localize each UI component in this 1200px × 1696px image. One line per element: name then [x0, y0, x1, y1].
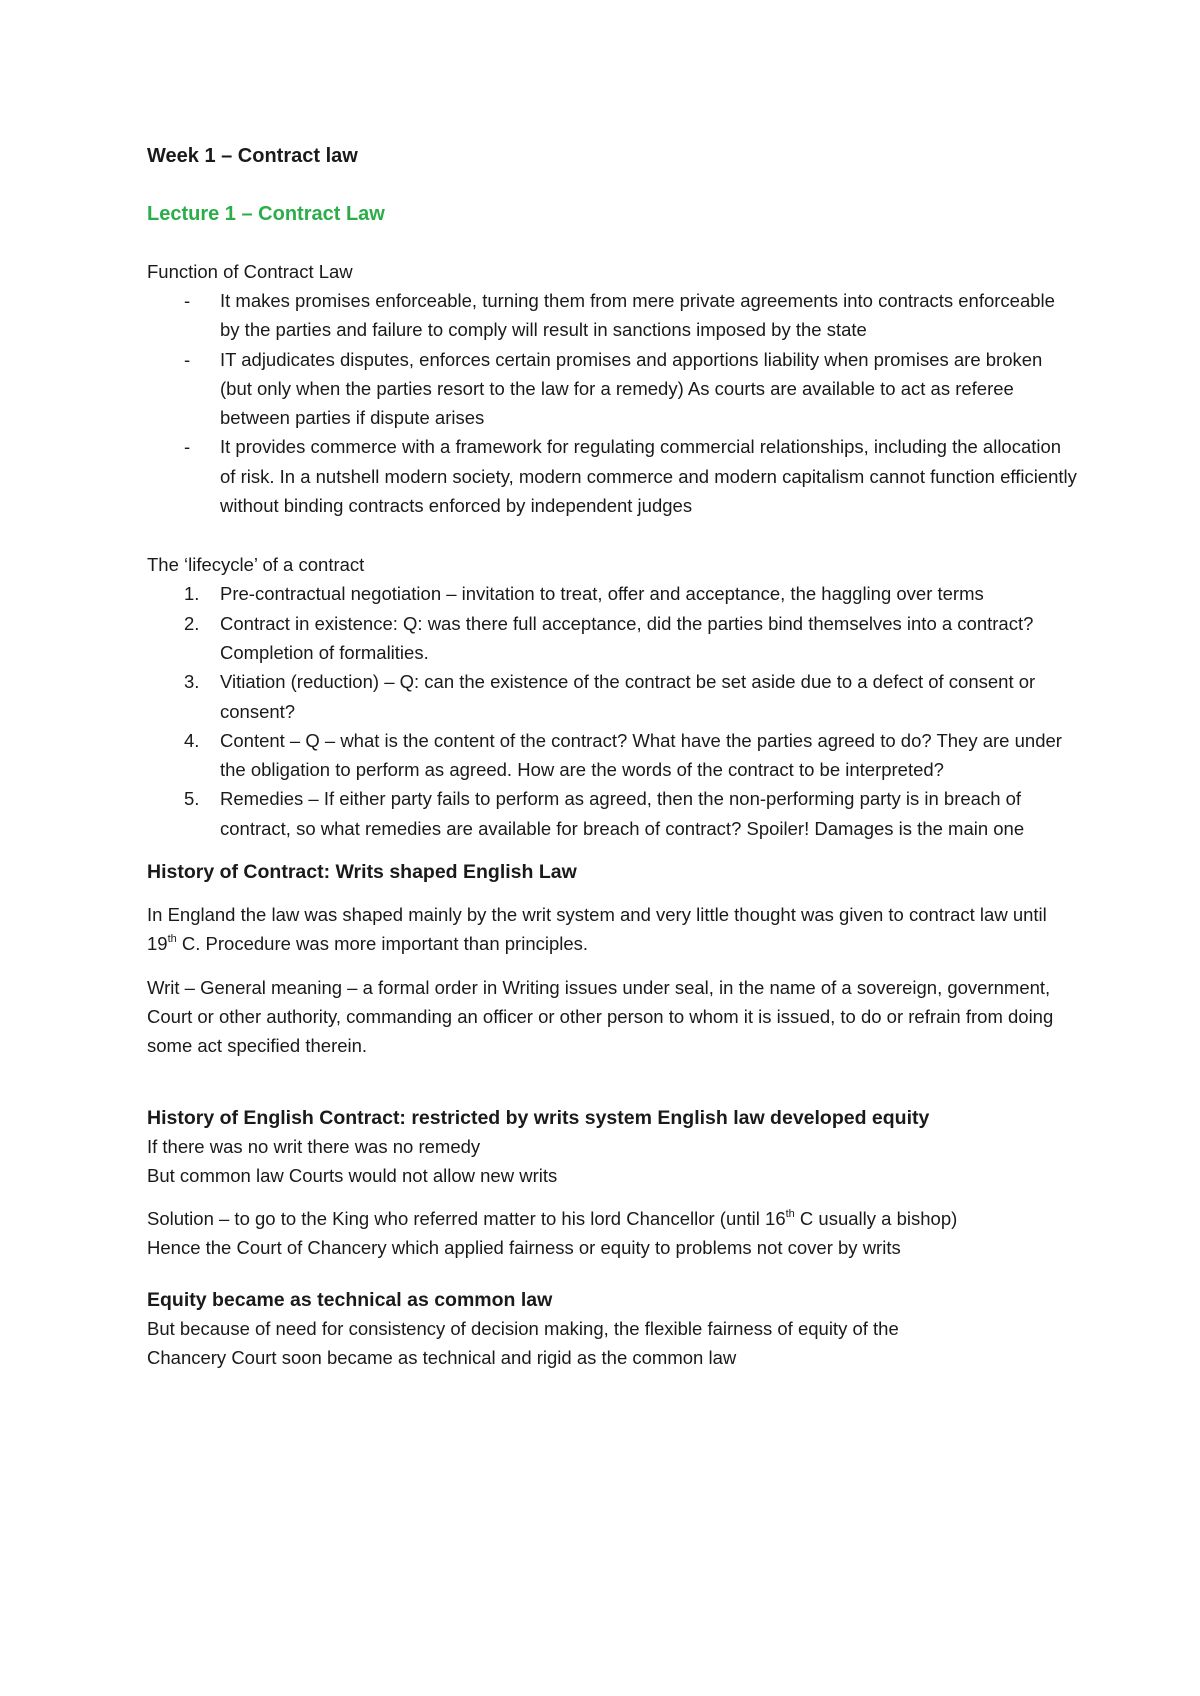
history-equity-line-3	[147, 1204, 1077, 1233]
superscript: th	[167, 933, 177, 946]
history-writs-heading: History of Contract: Writs shaped English Law	[147, 861, 577, 884]
lifecycle-section-label: The ‘lifecycle’ of a contract	[147, 554, 365, 576]
history-writs-paragraph-1	[147, 900, 1077, 959]
list-number: 2.	[184, 612, 200, 634]
list-item	[184, 345, 1077, 433]
history-equity-line-1: If there was no writ there was no remedy	[147, 1135, 481, 1157]
list-item-text: It makes promises enforceable, turning them from mere private agreements into contracts enforceable by the parties and failure to comply will result in sanctions imposed by the state	[220, 290, 1055, 341]
list-item-text: Contract in existence: Q: was there full acceptance, did the parties bind themselves into a contract? Completion of formalities.	[220, 612, 1034, 663]
list-item-text: IT adjudicates disputes, enforces certain promises and apportions liability when promises are broken (but only when the parties resort to the law for a remedy) As courts are available to act as referee between parties if dispute arises	[220, 348, 1043, 429]
list-number: 4.	[184, 729, 200, 751]
list-item	[184, 609, 1077, 668]
list-item	[184, 784, 1077, 843]
list-number: 3.	[184, 671, 200, 693]
function-list	[147, 286, 1077, 520]
list-item	[184, 432, 1077, 520]
equity-technical-heading: Equity became as technical as common law	[147, 1288, 553, 1311]
bullet-marker: -	[184, 348, 191, 370]
list-item	[184, 667, 1077, 726]
history-equity-line-4: Hence the Court of Chancery which applied fairness or equity to problems not cover by writs	[147, 1237, 901, 1259]
equity-technical-line-2: Chancery Court soon became as technical and rigid as the common law	[147, 1347, 737, 1369]
list-number: 5.	[184, 788, 200, 810]
list-item	[184, 726, 1077, 785]
lifecycle-list	[147, 579, 1077, 843]
paragraph-text: C. Procedure was more important than principles.	[176, 933, 589, 955]
list-item	[184, 579, 1077, 608]
document-body	[147, 143, 1077, 1372]
history-equity-heading: History of English Contract: restricted by writs system English law developed equity	[147, 1106, 930, 1129]
bullet-marker: -	[184, 436, 191, 458]
paragraph-text: In England the law was shaped mainly by the writ system and very little thought was given to contract law until 19	[147, 904, 1047, 955]
week-heading: Week 1 – Contract law	[147, 145, 358, 167]
list-item-text: Vitiation (reduction) – Q: can the existence of the contract be set aside due to a defect of consent or consent?	[220, 671, 1036, 722]
list-item-text: Pre-contractual negotiation – invitation to treat, offer and acceptance, the haggling over terms	[220, 583, 984, 605]
equity-technical-line-1: But because of need for consistency of decision making, the flexible fairness of equity of the	[147, 1317, 899, 1339]
list-item-text: Content – Q – what is the content of the contract? What have the parties agreed to do? They are under the obligation to perform as agreed. How are the words of the contract to be interpreted?	[220, 729, 1062, 781]
list-item	[184, 286, 1077, 345]
list-item-text: Remedies – If either party fails to perform as agreed, then the non-performing party is in breach of contract, so what remedies are available for breach of contract? Spoiler! Damages is the main one	[220, 788, 1025, 839]
bullet-marker: -	[184, 290, 191, 311]
history-writs-paragraph-2: Writ – General meaning – a formal order in Writing issues under seal, in the name of a sovereign, government, Court or other authority, commanding an officer or other person to whom it is issued, to do or refrain from doing some act specified therein.	[147, 976, 1054, 1057]
superscript: th	[785, 1207, 795, 1220]
paragraph-text: C usually a bishop)	[794, 1208, 958, 1230]
list-item-text: It provides commerce with a framework for regulating commercial relationships, including the allocation of risk. In a nutshell modern society, modern commerce and modern capitalism cannot function efficiently without binding contracts enforced by independent judges	[220, 436, 1077, 517]
lecture-heading: Lecture 1 – Contract Law	[147, 203, 385, 225]
history-equity-line-2: But common law Courts would not allow new writs	[147, 1164, 558, 1186]
paragraph-text: Solution – to go to the King who referred matter to his lord Chancellor (until 16	[147, 1208, 786, 1230]
list-number: 1.	[184, 583, 200, 605]
function-section-label: Function of Contract Law	[147, 261, 353, 282]
